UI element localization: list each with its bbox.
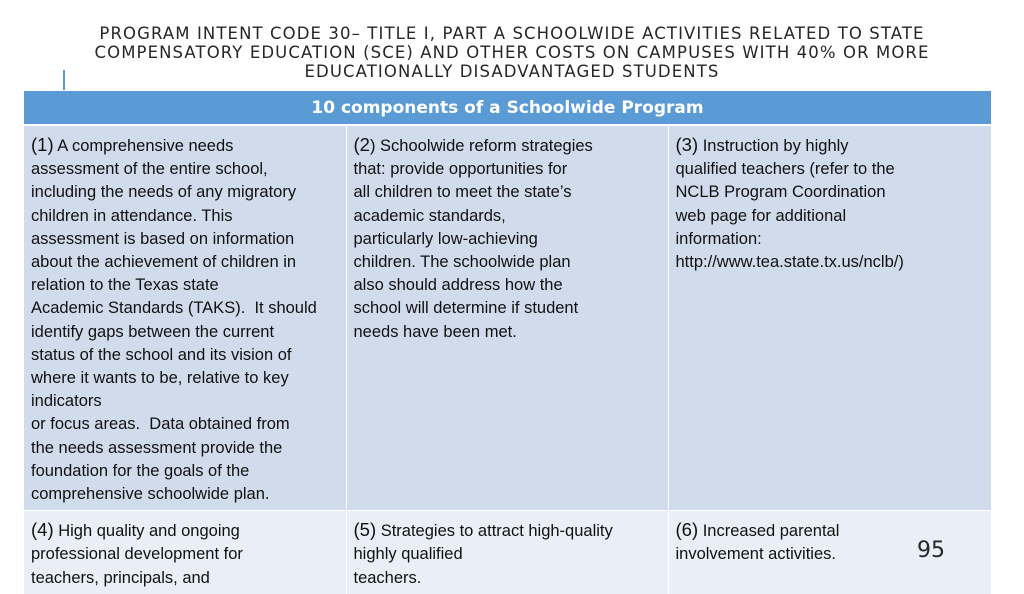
- component-text: qualified teachers (refer to the: [675, 160, 895, 179]
- cell-text-line: [31, 567, 338, 590]
- component-text: status of the school and its vision of: [31, 345, 292, 364]
- component-text: comprehensive schoolwide plan.: [31, 485, 270, 504]
- cell-text-line: [354, 543, 660, 566]
- cell-text-line: [354, 158, 660, 181]
- cell-text-line: [354, 133, 660, 158]
- component-text: assessment of the entire school,: [31, 160, 268, 179]
- cell-text-line: [676, 158, 984, 181]
- table-cell: [346, 125, 668, 511]
- cell-text-line: [31, 483, 338, 506]
- cell-text-line: [31, 274, 338, 297]
- cell-text-line: [31, 297, 338, 320]
- table-cell: [24, 125, 346, 511]
- table-header-row: [24, 91, 991, 125]
- component-text: professional development for: [31, 545, 243, 564]
- text-cursor-indicator: [63, 70, 65, 90]
- component-text: highly qualified: [353, 545, 463, 564]
- component-number: (5): [353, 519, 377, 541]
- component-text: ) Schoolwide reform strategies: [369, 137, 593, 155]
- component-text: Increased parental: [698, 522, 840, 541]
- slide-title: [60, 24, 964, 81]
- component-text: Academic Standards (TAKS). It should: [31, 299, 317, 318]
- cell-text-line: [354, 274, 660, 297]
- cell-text-line: [676, 251, 984, 274]
- component-text: children. The schoolwide plan: [353, 253, 571, 272]
- component-text: school will determine if student: [353, 299, 579, 318]
- component-number: (3): [675, 134, 699, 155]
- component-text: about the achievement of children in: [31, 253, 297, 272]
- cell-text-line: [31, 158, 338, 181]
- table-cell: [346, 511, 668, 594]
- component-text: A comprehensive needs: [53, 137, 234, 155]
- cell-text-line: [31, 344, 338, 367]
- component-text: including the needs of any migratory: [31, 183, 297, 202]
- cell-text-line: [354, 297, 660, 320]
- component-text: indicators: [31, 392, 102, 411]
- slide-title-line: COMPENSATORY EDUCATION (SCE) AND OTHER COSTS ON CAMPUSES WITH 40% OR MORE: [94, 43, 930, 62]
- cell-text-line: [354, 228, 660, 251]
- table-row: [24, 125, 991, 511]
- table-row: [24, 511, 991, 594]
- cell-text-line: [354, 181, 660, 204]
- cell-text-line: [31, 518, 338, 543]
- cell-text-line: [31, 181, 338, 204]
- component-text: http://www.tea.state.tx.us/nclb/): [675, 253, 904, 272]
- component-text: or focus areas. Data obtained from: [31, 415, 290, 434]
- cell-text-line: [354, 321, 660, 344]
- component-text: teachers.: [353, 568, 422, 587]
- component-text: involvement activities.: [675, 545, 836, 564]
- cell-text-line: [31, 133, 338, 158]
- table-header: 10 components of a Schoolwide Program: [24, 91, 991, 125]
- component-text: High quality and ongoing: [53, 522, 240, 541]
- component-text: foundation for the goals of the: [31, 461, 250, 480]
- page-number: 95: [917, 538, 945, 563]
- slide-title-line: PROGRAM INTENT CODE 30– TITLE I, PART A SCHOOLWIDE ACTIVITIES RELATED TO STATE: [99, 24, 925, 43]
- component-text: Strategies to attract high-quality: [376, 522, 613, 541]
- cell-text-line: [676, 181, 984, 204]
- cell-text-line: [31, 321, 338, 344]
- slide-title-line: EDUCATIONALLY DISADVANTAGED STUDENTS: [304, 62, 720, 81]
- cell-text-line: [676, 228, 984, 251]
- cell-text-line: [31, 437, 338, 460]
- cell-text-line: [31, 251, 338, 274]
- cell-text-line: [676, 133, 984, 158]
- component-text: particularly low-achieving: [353, 229, 538, 248]
- cell-text-line: [31, 205, 338, 228]
- component-text: all children to meet the state’s: [353, 183, 572, 202]
- component-text: assessment is based on information: [31, 229, 295, 248]
- component-text: web page for additional: [675, 206, 847, 225]
- component-text: identify gaps between the current: [31, 322, 275, 341]
- component-text: teachers, principals, and: [31, 568, 210, 587]
- cell-text-line: [31, 543, 338, 566]
- table-cell: [24, 511, 346, 594]
- component-text: NCLB Program Coordination: [675, 183, 886, 202]
- component-text: needs have been met.: [353, 322, 517, 341]
- cell-text-line: [31, 460, 338, 483]
- component-text: the needs assessment provide the: [31, 438, 283, 457]
- component-text: information:: [675, 229, 762, 248]
- cell-text-line: [354, 205, 660, 228]
- component-number: (4): [31, 519, 54, 541]
- cell-text-line: [676, 205, 984, 228]
- component-number: (1): [31, 134, 54, 155]
- component-text: that: provide opportunities for: [353, 160, 568, 179]
- components-table: [24, 91, 991, 594]
- cell-text-line: [354, 567, 660, 590]
- component-text: academic standards,: [353, 206, 506, 225]
- cell-text-line: [31, 367, 338, 390]
- component-number: (2: [353, 134, 370, 155]
- component-text: also should address how the: [353, 276, 563, 295]
- cell-text-line: [31, 228, 338, 251]
- cell-text-line: [354, 518, 660, 543]
- component-text: Instruction by highly: [698, 137, 849, 155]
- component-text: where it wants to be, relative to key: [31, 369, 289, 388]
- component-text: children in attendance. This: [31, 206, 233, 225]
- cell-text-line: [31, 390, 338, 413]
- cell-text-line: [31, 413, 338, 436]
- component-text: relation to the Texas state: [31, 276, 219, 295]
- component-number: (6): [675, 519, 699, 541]
- cell-text-line: [354, 251, 660, 274]
- table-cell: [668, 125, 991, 511]
